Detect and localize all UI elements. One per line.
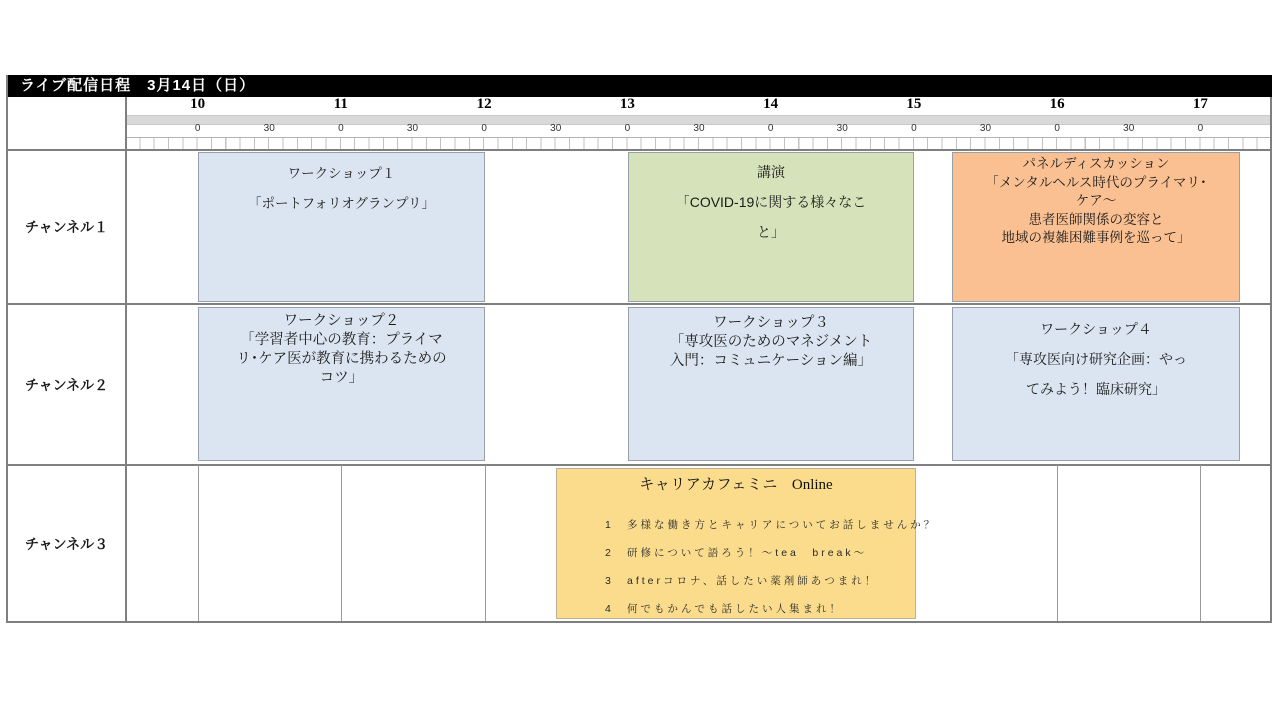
session-subtitle: 「ポートフォリオグランプリ」 xyxy=(248,196,435,211)
hour-label: 17 xyxy=(1192,96,1208,112)
minute-label: 30 xyxy=(693,123,705,134)
career-item-text: 研修について語ろう！～tea break～ xyxy=(627,547,868,559)
minute-label: 0 xyxy=(338,123,344,134)
session-career-cafe xyxy=(556,468,938,619)
career-item-list xyxy=(557,511,938,623)
session-workshop3 xyxy=(628,307,914,461)
minute-label: 0 xyxy=(624,123,631,134)
minute-label: 30 xyxy=(836,123,848,134)
career-item xyxy=(605,567,915,595)
hour-label: 10 xyxy=(190,96,206,112)
hour-label: 11 xyxy=(333,96,348,112)
session-subtitle: 「専攻医向け研究企画：やっ xyxy=(1005,351,1187,367)
session-subtitle: コツ」 xyxy=(319,370,364,386)
gridline-v xyxy=(1200,465,1201,621)
hour-label: 12 xyxy=(476,96,492,112)
channel-label-2: チャンネル２ xyxy=(25,376,109,393)
hour-label: 14 xyxy=(763,96,779,112)
session-subtitle: ケア～ xyxy=(1075,193,1117,208)
career-item-text: 多様な働き方とキャリアについてお話しませんか？ xyxy=(627,519,938,531)
career-item-number: 2 xyxy=(605,547,611,559)
session-title: パネルディスカッション xyxy=(1022,156,1170,171)
minute-label: 30 xyxy=(550,123,562,134)
channel-label-3: チャンネル３ xyxy=(25,535,109,552)
hour-label: 13 xyxy=(619,96,635,112)
career-item-number: 3 xyxy=(605,575,611,587)
page-title: ライブ配信日程 3月14日（日） xyxy=(6,75,1272,97)
gridline-v xyxy=(1057,465,1058,621)
channel-label-1: チャンネル１ xyxy=(25,219,109,235)
session-subtitle: 「学習者中心の教育：プライマ xyxy=(240,332,443,348)
minute-label: 0 xyxy=(767,123,774,134)
hour-label: 16 xyxy=(1049,96,1065,112)
hour-label: 15 xyxy=(906,96,922,112)
session-subtitle: 「メンタルヘルス時代のプライマリ･ xyxy=(985,174,1207,190)
career-item xyxy=(605,511,938,539)
session-workshop2 xyxy=(198,307,485,461)
session-workshop1 xyxy=(198,152,485,302)
career-title-en: Online xyxy=(791,477,833,493)
session-title: ワークショップ４ xyxy=(1040,321,1152,337)
minute-label: 30 xyxy=(406,123,419,134)
career-title-jp: キャリアカフェミニ xyxy=(639,476,778,493)
session-subtitle: 「COVID-19に関する様々なこ xyxy=(675,194,867,210)
session-subtitle: と」 xyxy=(757,224,785,240)
minute-label: 30 xyxy=(263,123,275,134)
minute-label: 30 xyxy=(1123,123,1135,134)
session-title xyxy=(557,475,915,495)
session-subtitle: 地域の複雑困難事例を巡って」 xyxy=(1001,230,1191,245)
minute-label: 0 xyxy=(911,123,917,134)
session-title: ワークショップ１ xyxy=(287,166,396,181)
career-item xyxy=(605,595,915,623)
gridline-v xyxy=(341,465,342,621)
career-item xyxy=(605,539,915,567)
career-item-number: 4 xyxy=(605,603,611,615)
session-subtitle: 患者医師関係の変容と xyxy=(1028,211,1164,227)
gridline-h xyxy=(6,303,1272,305)
session-title: ワークショップ３ xyxy=(713,315,829,331)
career-item-number: 1 xyxy=(605,519,611,531)
session-subtitle: リ･ケア医が教育に携わるための xyxy=(236,351,447,367)
gridline-v xyxy=(198,465,199,621)
minute-label: 0 xyxy=(1054,123,1060,134)
session-title: ワークショップ２ xyxy=(283,313,400,329)
career-item-text: afterコロナ、話したい薬剤師あつまれ！ xyxy=(627,575,879,587)
gridline-v xyxy=(485,465,486,621)
gridline-h xyxy=(6,464,1272,466)
gridline-v xyxy=(1270,97,1272,623)
minute-label: 0 xyxy=(1197,123,1204,134)
session-title: 講演 xyxy=(757,164,785,180)
session-lecture xyxy=(628,152,914,302)
minute-label: 0 xyxy=(481,123,487,134)
session-subtitle: 入門：コミュニケーション編」 xyxy=(669,353,873,369)
session-subtitle: てみよう！臨床研究」 xyxy=(1026,381,1166,397)
session-subtitle: 「専攻医のためのマネジメント xyxy=(669,334,873,350)
minute-label: 30 xyxy=(979,123,992,134)
session-panel-discussion xyxy=(952,152,1240,302)
career-item-text: 何でもかんでも話したい人集まれ！ xyxy=(627,603,843,615)
session-workshop4 xyxy=(952,307,1240,461)
gridline-h xyxy=(6,149,1272,151)
minute-label: 0 xyxy=(194,123,201,134)
